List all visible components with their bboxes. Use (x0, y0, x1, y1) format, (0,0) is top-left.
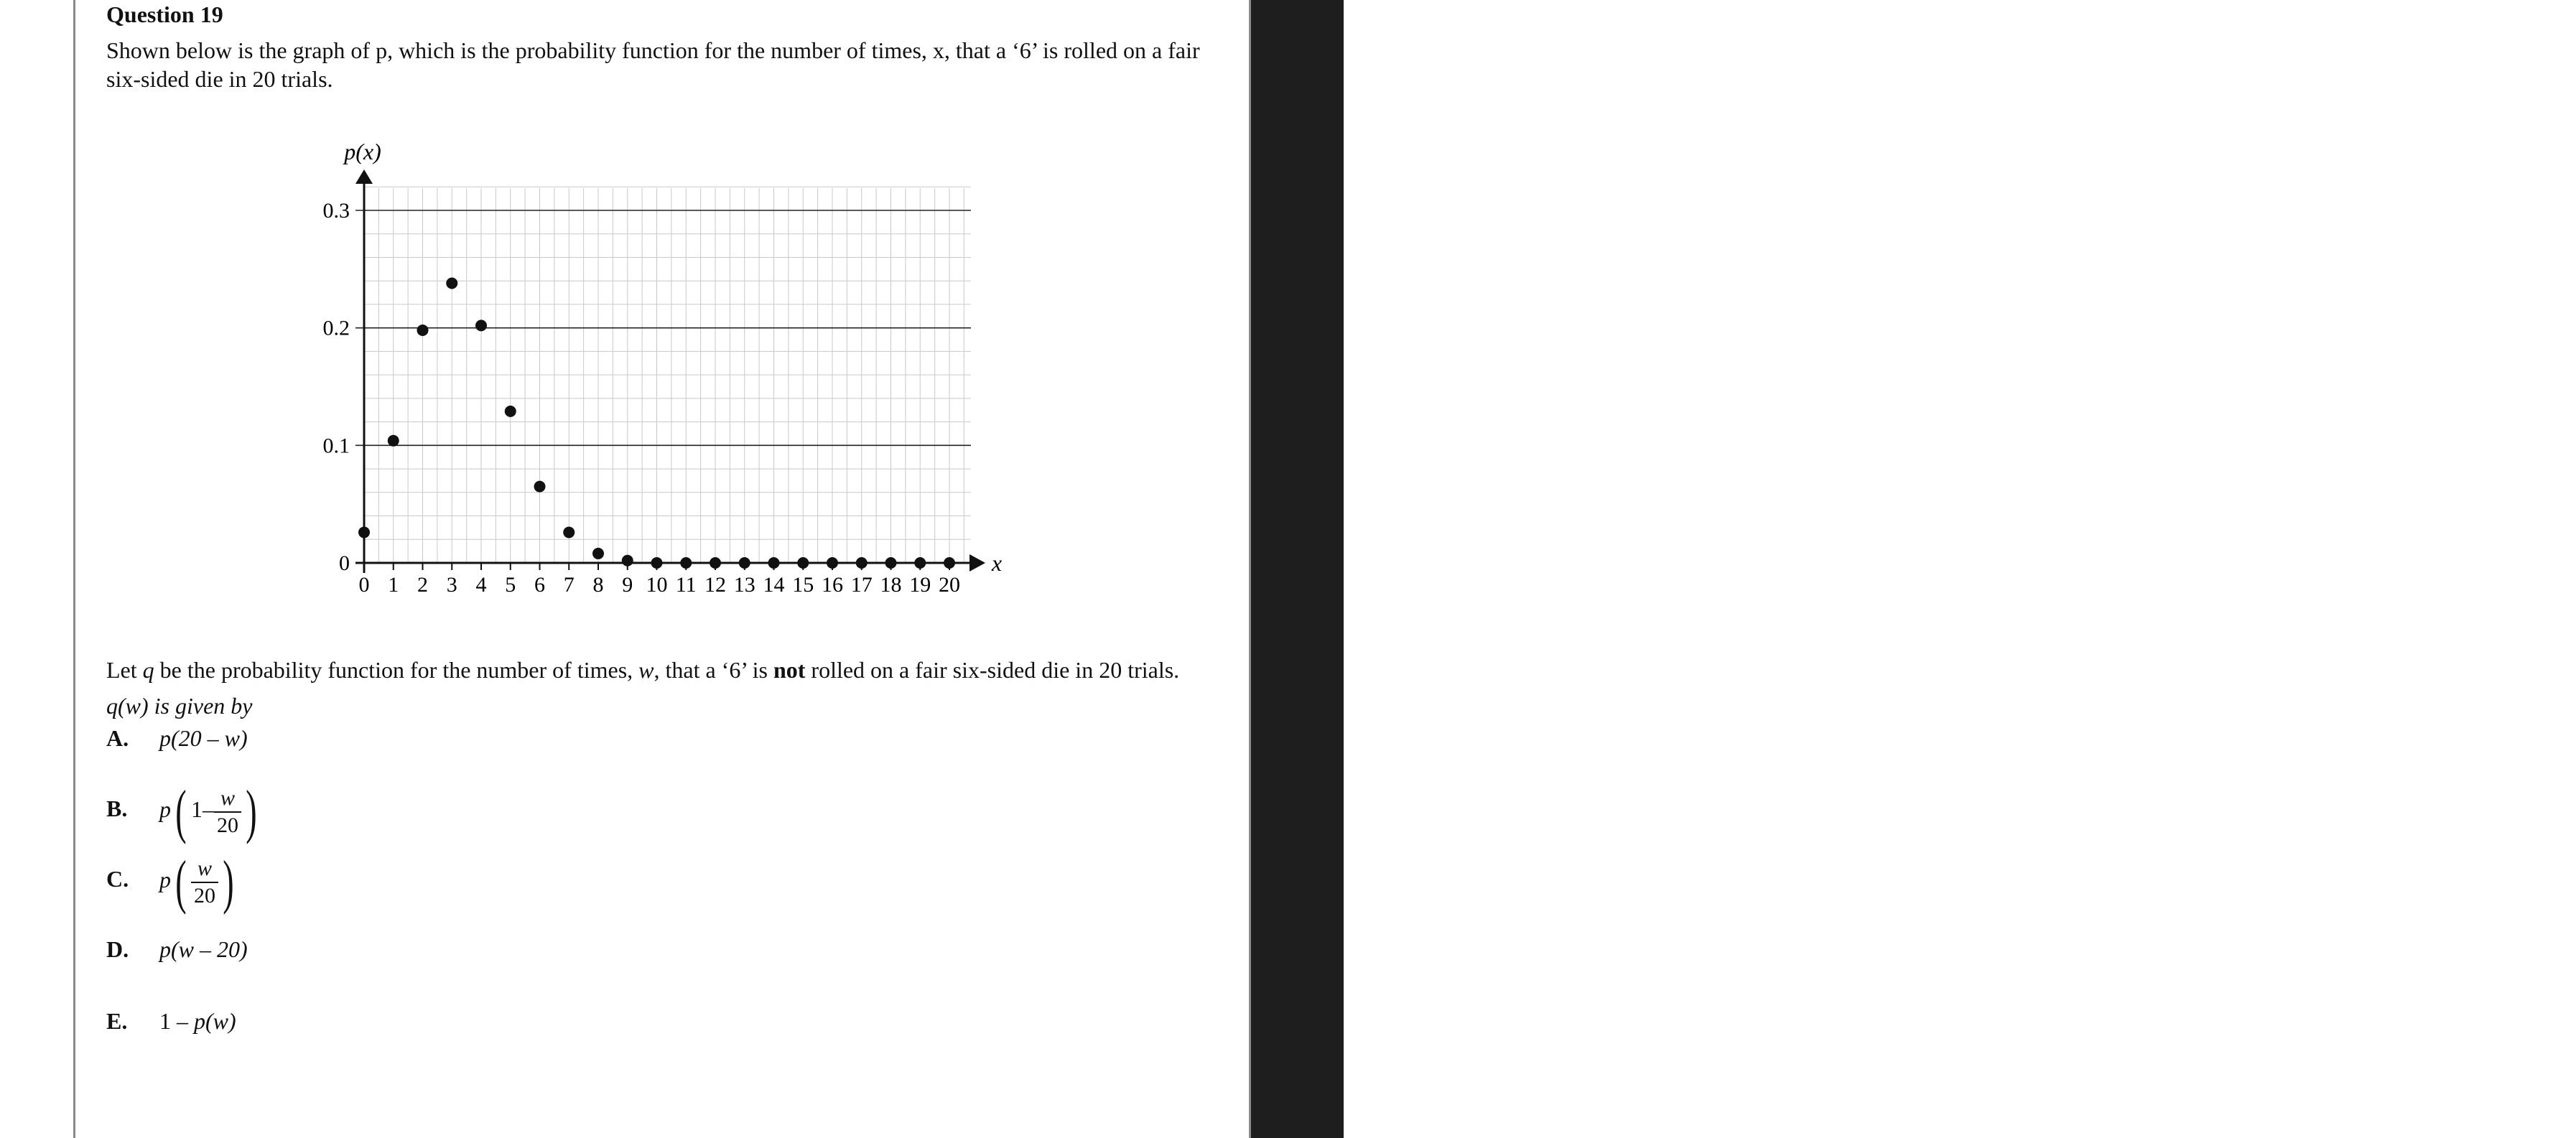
y-axis-arrow (355, 169, 373, 184)
question-title: Question 19 (106, 1, 223, 27)
stem-bold: not (773, 657, 806, 683)
probability-chart (0, 0, 1344, 646)
option-a-text[interactable]: p(20 – w) (159, 725, 248, 751)
data-point (388, 435, 399, 447)
stem-text: Let (106, 657, 143, 683)
x-tick-label: 18 (880, 573, 902, 597)
x-tick-label: 15 (792, 573, 814, 597)
data-point (358, 526, 370, 538)
x-tick-label: 20 (939, 573, 960, 597)
data-point (739, 557, 750, 569)
stem-text: be the probability function for the number of times, (154, 657, 639, 683)
x-tick-label: 3 (446, 573, 457, 597)
x-tick-label: 19 (909, 573, 931, 597)
data-point (505, 406, 516, 417)
data-point (563, 526, 575, 538)
data-point (885, 557, 897, 569)
data-point (768, 557, 780, 569)
data-point (417, 325, 429, 336)
data-point (534, 481, 546, 493)
x-tick-label: 11 (675, 573, 697, 597)
option-c-func: p (159, 866, 171, 892)
y-tick-label: 0.1 (322, 434, 350, 458)
stem-line2: q(w) is given by (106, 693, 253, 719)
y-tick-label: 0 (339, 551, 350, 575)
stem-text: , that a ‘6’ is (654, 657, 773, 683)
option-b-lead: 1– (190, 796, 214, 822)
data-point (710, 557, 721, 569)
data-point (797, 557, 809, 569)
y-axis-label: p(x) (344, 139, 381, 164)
tick-labels (323, 199, 961, 597)
margin-warning: DO NOT WRITE IN THIS AREA (2535, 22, 2575, 782)
option-b-expression[interactable]: p( 1– $\frac{w}{20}$ ) (159, 778, 257, 845)
data-point (592, 548, 604, 559)
stem-text: rolled on a fair six-sided die in 20 trials. (805, 657, 1180, 683)
grid-major (355, 210, 971, 445)
data-point (914, 557, 926, 569)
data-point (680, 557, 692, 569)
x-tick-label: 10 (646, 573, 668, 597)
x-tick-label: 14 (763, 573, 785, 597)
x-tick-label: 7 (563, 573, 575, 597)
option-b-fraction: $\frac{w}{20}$ (214, 785, 241, 839)
option-e-letter[interactable]: E. (106, 1008, 128, 1034)
x-axis-arrow (970, 554, 985, 572)
x-tick-label: 9 (622, 573, 633, 597)
x-tick-label: 13 (733, 573, 755, 597)
question-intro: Shown below is the graph of p, which is the probability function for the number of times, x, that a ‘6’ is rolled on a fair six-sided die in 20 trials. (106, 37, 1200, 92)
option-c-letter[interactable]: C. (106, 866, 129, 892)
option-d-text[interactable]: p(w – 20) (159, 936, 248, 962)
option-d-letter[interactable]: D. (106, 936, 129, 962)
x-axis-label: x (991, 550, 1003, 576)
option-b-func: p (159, 796, 171, 822)
option-b-letter[interactable]: B. (106, 796, 128, 821)
question-stem (106, 652, 1227, 724)
data-point (475, 320, 487, 331)
x-tick-label: 5 (505, 573, 516, 597)
option-a-letter[interactable]: A. (106, 725, 129, 751)
option-e-lead: 1 – (159, 1008, 194, 1034)
x-tick-label: 2 (417, 573, 428, 597)
data-point (827, 557, 838, 569)
x-tick-label: 17 (850, 573, 873, 597)
option-e-text[interactable] (159, 1008, 236, 1035)
option-c-fraction: $\frac{w}{20}$ (191, 856, 218, 909)
y-tick-label: 0.3 (322, 199, 350, 223)
grid-minor (364, 187, 971, 563)
x-tick-label: 0 (358, 573, 370, 597)
data-point (944, 557, 955, 569)
x-tick-label: 12 (705, 573, 726, 597)
data-point (856, 557, 868, 569)
x-tick-label: 4 (475, 573, 487, 597)
x-tick-label: 6 (534, 573, 545, 597)
data-point (446, 277, 457, 289)
option-e-func: p(w) (194, 1008, 236, 1034)
stem-var-w: w (638, 657, 654, 683)
data-point (622, 555, 633, 566)
data-point (651, 557, 663, 569)
x-tick-label: 16 (822, 573, 843, 597)
x-tick-label: 8 (592, 573, 604, 597)
option-c-expression[interactable]: p( $\frac{w}{20}$ ) (159, 849, 234, 915)
x-tick-label: 1 (388, 573, 399, 597)
y-tick-label: 0.2 (322, 316, 350, 340)
stem-var-q: q (142, 657, 154, 683)
